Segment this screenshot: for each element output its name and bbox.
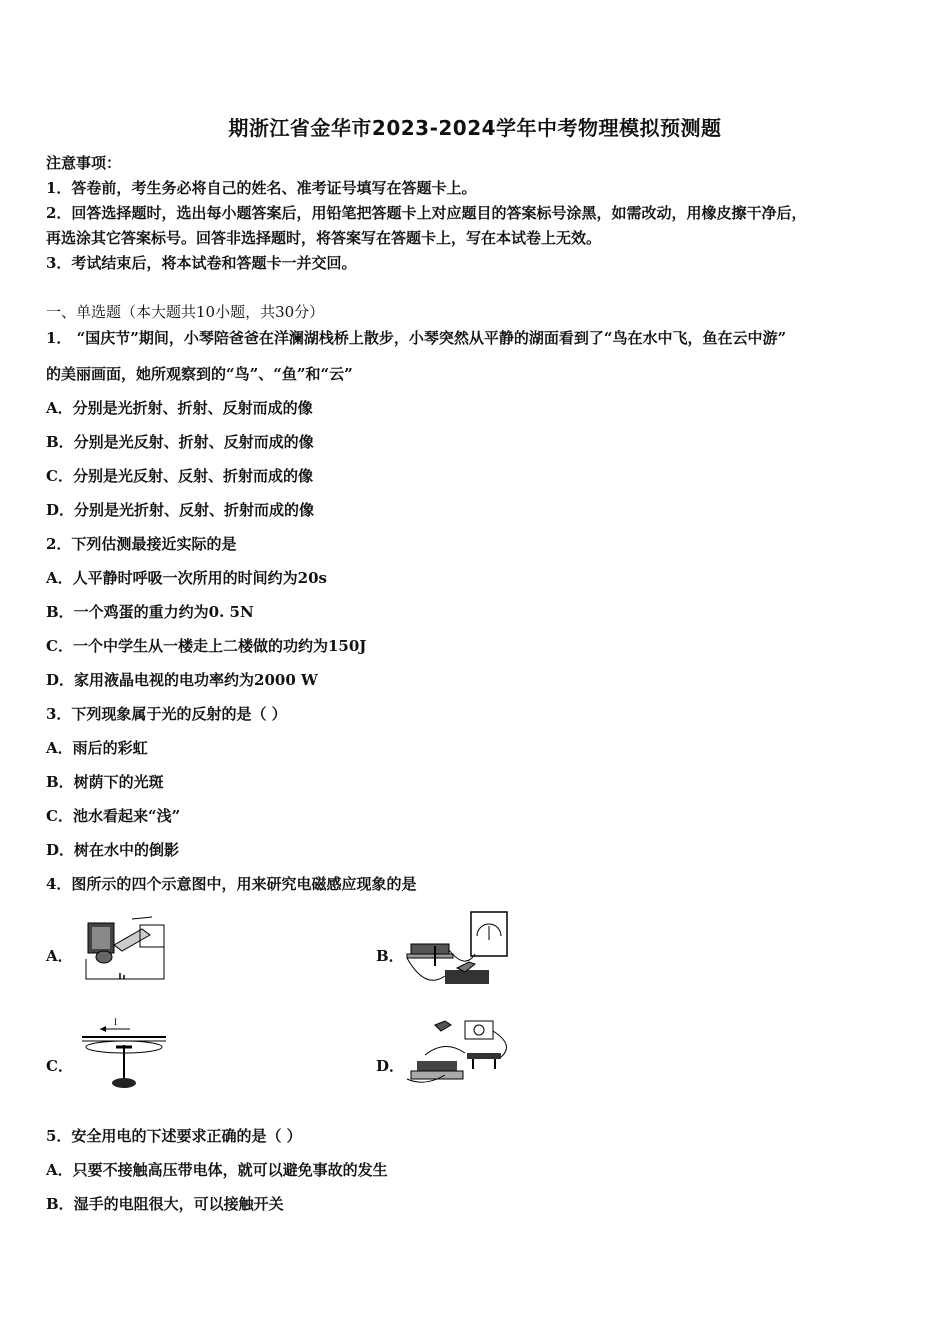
q3-option-d: D．树在水中的倒影 [46, 841, 180, 859]
q4-figure-c [80, 1015, 170, 1095]
q3-option-b: B．树荫下的光斑 [46, 773, 164, 791]
section-heading: 一、单选题（本大题共10小题，共30分） [46, 303, 325, 321]
q3-stem: 3．下列现象属于光的反射的是（ ） [46, 705, 287, 723]
notice-item: 再选涂其它答案标号。回答非选择题时，将答案写在答题卡上，写在本试卷上无效。 [46, 229, 602, 247]
q1-stem: 1． “国庆节”期间，小琴陪爸爸在洋澜湖栈桥上散步，小琴突然从平静的湖面看到了“鸟在水中飞，鱼在云中游” [46, 329, 787, 347]
q3-option-a: A．雨后的彩虹 [46, 739, 148, 757]
q4-label-b: B． [376, 947, 404, 965]
q5-option-b: B．湿手的电阻很大，可以接触开关 [46, 1195, 284, 1213]
q5-stem: 5．安全用电的下述要求正确的是（ ） [46, 1127, 302, 1145]
q1-option-d: D．分别是光折射、反射、折射而成的像 [46, 501, 315, 519]
notice-heading: 注意事项： [46, 154, 122, 172]
q4-figure-c-current-label: I [114, 1017, 117, 1027]
q2-option-a: A．人平静时呼吸一次所用的时间约为20s [46, 569, 327, 587]
page-title: 期浙江省金华市2023-2024学年中考物理模拟预测题 [228, 116, 722, 140]
q3-option-c: C．池水看起来“浅” [46, 807, 181, 825]
q1-stem-cont: 的美丽画面，她所观察到的“鸟”、“鱼”和“云” [46, 365, 353, 383]
q1-option-b: B．分别是光反射、折射、反射而成的像 [46, 433, 314, 451]
notice-item: 2．回答选择题时，选出每小题答案后，用铅笔把答题卡上对应题目的答案标号涂黑，如需改动，用橡皮擦干净后， [46, 204, 807, 222]
q2-option-b: B．一个鸡蛋的重力约为0. 5N [46, 603, 254, 621]
q4-figure-a [80, 915, 170, 987]
q4-label-a: A． [46, 947, 73, 965]
q4-label-d: D． [376, 1057, 405, 1075]
q1-option-a: A．分别是光折射、折射、反射而成的像 [46, 399, 313, 417]
q4-figure-d [405, 1015, 515, 1087]
q2-option-c: C．一个中学生从一楼走上二楼做的功约为150J [46, 637, 367, 655]
q4-stem: 4．图所示的四个示意图中，用来研究电磁感应现象的是 [46, 875, 417, 893]
q5-option-a: A．只要不接触高压带电体，就可以避免事故的发生 [46, 1161, 388, 1179]
q1-option-c: C．分别是光反射、反射、折射而成的像 [46, 467, 313, 485]
q4-label-c: C． [46, 1057, 73, 1075]
notice-item: 3．考试结束后，将本试卷和答题卡一并交回。 [46, 254, 357, 272]
q4-figure-b [405, 910, 515, 992]
q2-stem: 2．下列估测最接近实际的是 [46, 535, 237, 553]
notice-item: 1．答卷前，考生务必将自己的姓名、准考证号填写在答题卡上。 [46, 179, 477, 197]
q2-option-d: D．家用液晶电视的电功率约为2000 W [46, 671, 318, 689]
